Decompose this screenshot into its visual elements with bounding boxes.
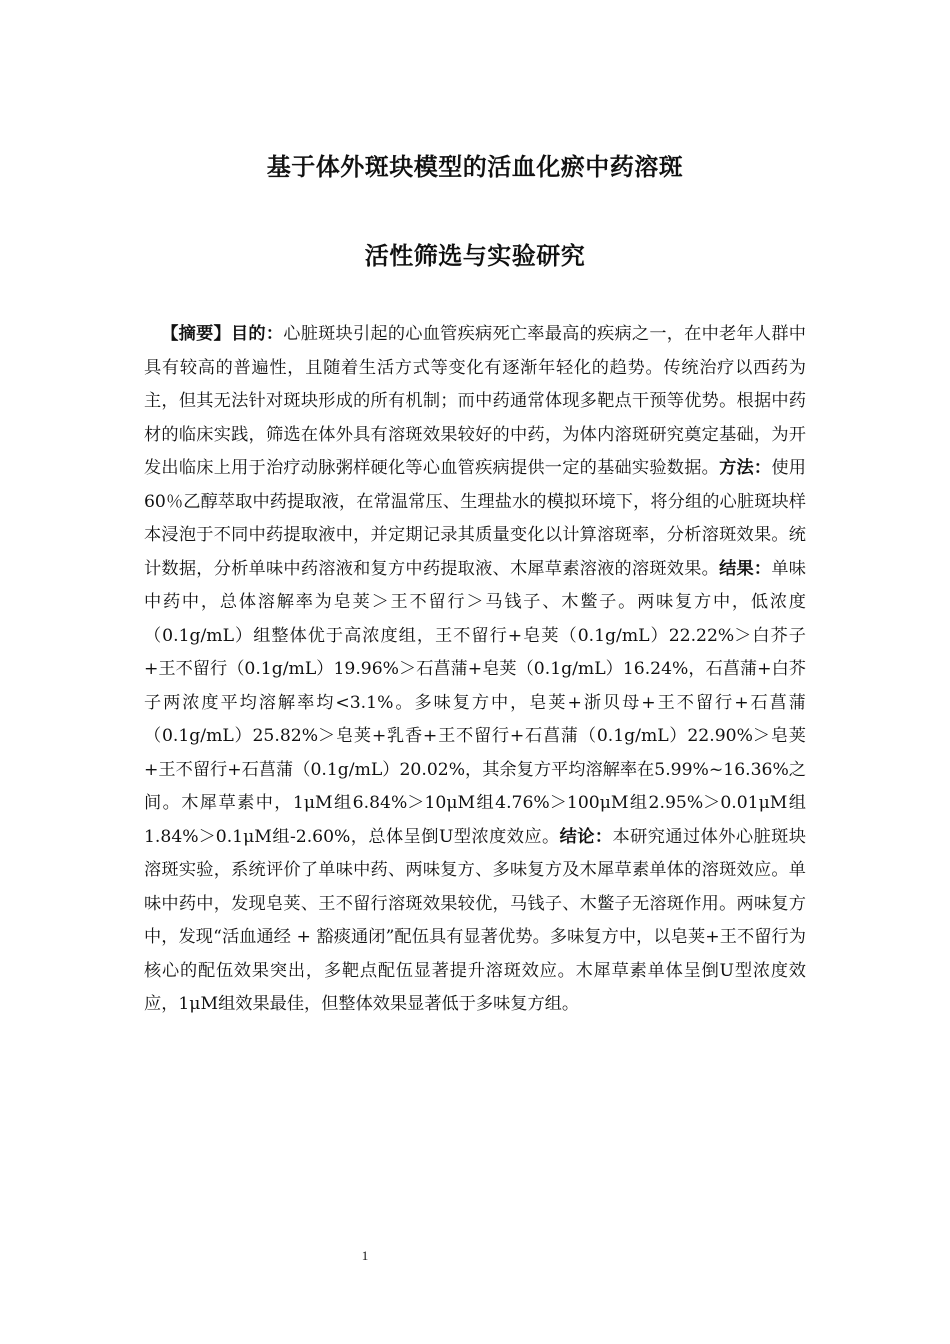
methods-text: 使用60％乙醇萃取中药提取液，在常温常压、生理盐水的模拟环境下，将分组的心脏斑块样本浸泡于不同中药提取液中，并定期记录其质量变化以计算溶斑率，分析溶斑效果。统计数据，分析单味中药溶液和复方中药提取液、木犀草素溶液的溶斑效果。	[144, 458, 806, 579]
conclusion-label: 结论：	[559, 826, 613, 847]
objective-label: 目的：	[230, 324, 284, 344]
paper-title-line-2: 活性筛选与实验研究	[364, 242, 586, 270]
conclusion-text: 本研究通过体外心脏斑块溶斑实验，系统评价了单味中药、两味复方、多味复方及木犀草素单体的溶斑效应。单味中药中，发现皂荚、王不留行溶斑效果较优，马钱子、木鳖子无溶斑作用。两味复方中，发现“活血通经 + 豁痰通闭”配伍具有显著优势。多味复方中，以皂荚+王不留行为核心的配伍效果突出，多靶点配伍显著提升溶斑效应。木犀草素单体呈倒U型浓度效应，1μM组效果最佳，但整体效果显著低于多味复方组。	[144, 826, 806, 1014]
methods-label: 方法：	[719, 458, 772, 478]
objective-text: 心脏斑块引起的心血管疾病死亡率最高的疾病之一，在中老年人群中具有较高的普遍性，且随着生活方式等变化有逐渐年轻化的趋势。传统治疗以西药为主，但其无法针对斑块形成的所有机制；而中药通常体现多靶点干预等优势。根据中药材的临床实践，筛选在体外具有溶斑效果较好的中药，为体内溶斑研究奠定基础，为开发出临床上用于治疗动脉粥样硬化等心血管疾病提供一定的基础实验数据。	[144, 324, 806, 478]
page-number: 1	[361, 1248, 369, 1263]
results-text: 单味中药中，总体溶解率为皂荚＞王不留行＞马钱子、木鳖子。两味复方中，低浓度（0.1g/mL）组整体优于高浓度组，王不留行+皂荚（0.1g/mL）22.22%＞白芥子+王不留行（0.1g/mL）19.96%＞石菖蒲+皂荚（0.1g/mL）16.24%，石菖蒲+白芥子两浓度平均溶解率均<3.1%。多味复方中，皂荚+浙贝母+王不留行+石菖蒲（0.1g/mL）25.82%＞皂荚+乳香+王不留行+石菖蒲（0.1g/mL）22.90%＞皂荚+王不留行+石菖蒲（0.1g/mL）20.02%，其余复方平均溶解率在5.99%~16.36%之间。木犀草素中，1μM组6.84%＞10μM组4.76%＞100μM组2.95%＞0.01μM组1.84%＞0.1μM组-2.60%，总体呈倒U型浓度效应。	[144, 558, 806, 847]
results-label: 结果：	[719, 558, 772, 579]
paper-title-line-1: 基于体外斑块模型的活血化瘀中药溶斑	[266, 153, 684, 181]
abstract-label: 【摘要】	[161, 324, 231, 344]
abstract-paragraph	[144, 318, 806, 1022]
